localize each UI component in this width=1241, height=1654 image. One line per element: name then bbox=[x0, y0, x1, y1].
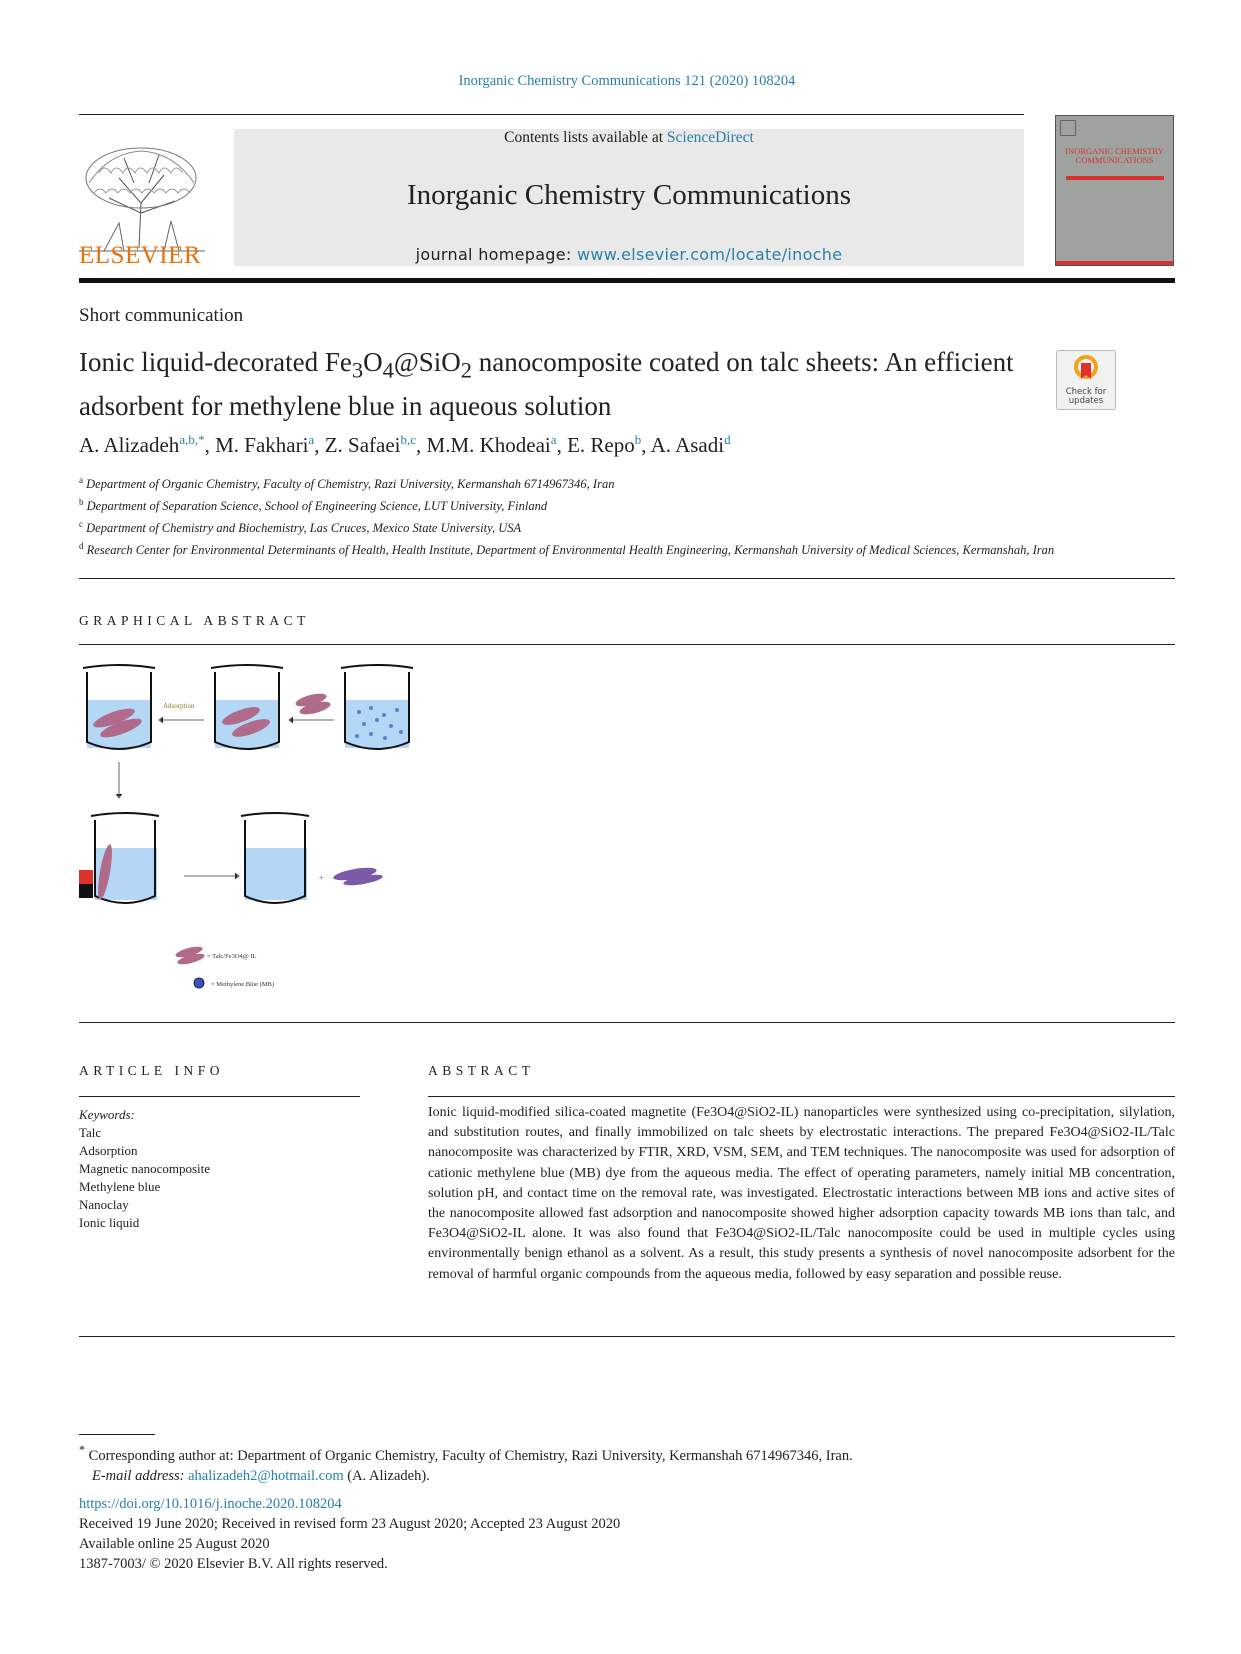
free-composite bbox=[294, 691, 331, 717]
legend-mb-icon bbox=[194, 978, 204, 988]
homepage-link[interactable]: www.elsevier.com/locate/inoche bbox=[577, 245, 843, 264]
publication-info bbox=[79, 1494, 620, 1574]
abstract-text: Ionic liquid-modified silica-coated magnetite (Fe3O4@SiO2-IL) nanoparticles were synthesized using co-precipitation, silylation, and substitution routes, and finally immobilized on talc sheets by electrostatic interactions. The prepared Fe3O4@SiO2-IL/Talc nanocomposite was characterized by FTIR, XRD, VSM, SEM, and TEM techniques. The nanocomposite was used for adsorption of cationic methylene blue (MB) dye from the aqueous media. The effect of operating parameters, namely initial MB concentration, solution pH, and contact time on the removal rate, was investigated. Electrostatic interactions between MB ions and active sites of the nanocomposite allowed fast adsorption and nanocomposite showed higher adsorption capacity towards MB ions than talc, and Fe3O4@SiO2-IL alone. It was also found that Fe3O4@SiO2-IL/Talc nanocomposite could be used in multiple cycles using environmentally benign ethanol as a solvent. As a result, this study presents a synthesis of novel nanocomposite adsorbent for the removal of harmful organic compounds from the aqueous media, followed by easy separation and possible reuse. bbox=[428, 1105, 1175, 1282]
sciencedirect-link[interactable]: ScienceDirect bbox=[666, 129, 754, 146]
author-sup[interactable]: d bbox=[724, 432, 731, 447]
affiliation bbox=[79, 493, 1079, 515]
article-info-heading: ARTICLE INFO bbox=[79, 1063, 225, 1078]
graphical-abstract-heading: GRAPHICAL ABSTRACT bbox=[79, 613, 310, 628]
article-type: Short communication bbox=[79, 305, 244, 326]
affiliation-sup: b bbox=[79, 497, 84, 508]
author-name: A. Alizadeh bbox=[79, 433, 180, 457]
author-sup[interactable]: a bbox=[550, 432, 557, 447]
beaker-5 bbox=[241, 813, 309, 903]
title-text-1: Ionic liquid-decorated Fe bbox=[79, 347, 352, 377]
affiliation bbox=[79, 537, 1079, 559]
affiliation-text: Research Center for Environmental Determinants of Health, Health Institute, Department of Environmental Health Engineering, Kermanshah University of Medical Sciences, Kermanshah, Iran bbox=[86, 543, 1055, 558]
email-line bbox=[79, 1466, 853, 1486]
title-text-3: @SiO bbox=[393, 347, 461, 377]
affiliation-text: Department of Chemistry and Biochemistry, Las Cruces, Mexico State University, USA bbox=[86, 521, 522, 536]
affiliation-text: Department of Separation Science, School of Engineering Science, LUT University, Finland bbox=[86, 499, 548, 514]
header-rule bbox=[79, 114, 1024, 115]
corresponding-line bbox=[79, 1440, 853, 1466]
keyword: Ionic liquid bbox=[79, 1215, 140, 1230]
affiliation-sup: c bbox=[79, 519, 83, 530]
plus-sign: + bbox=[319, 873, 324, 882]
journal-header-box bbox=[234, 129, 1024, 266]
author-name: M. Fakhari bbox=[215, 433, 309, 457]
homepage-prefix: journal homepage: bbox=[415, 245, 577, 264]
email-link[interactable]: ahalizadeh2@hotmail.com bbox=[188, 1467, 344, 1484]
email-label: E-mail address: bbox=[92, 1467, 189, 1484]
author[interactable] bbox=[567, 433, 641, 457]
received-dates: Received 19 June 2020; Received in revised form 23 August 2020; Accepted 23 August 2020 bbox=[79, 1516, 621, 1532]
author-name: A. Asadi bbox=[650, 433, 725, 457]
magnet-black bbox=[79, 884, 93, 898]
author[interactable] bbox=[427, 433, 557, 457]
cover-band bbox=[1066, 176, 1164, 180]
cover-bottom-band bbox=[1056, 261, 1173, 265]
keyword: Magnetic nanocomposite bbox=[79, 1161, 211, 1176]
online-date: Available online 25 August 2020 bbox=[79, 1536, 270, 1552]
article-title bbox=[79, 344, 1059, 425]
beaker-2 bbox=[211, 665, 283, 749]
author[interactable] bbox=[325, 433, 416, 457]
header-thick-rule bbox=[79, 278, 1175, 283]
keyword: Adsorption bbox=[79, 1143, 138, 1158]
check-for-updates-badge[interactable] bbox=[1056, 350, 1116, 410]
author-name: Z. Safaei bbox=[324, 433, 401, 457]
affiliation bbox=[79, 515, 1079, 537]
section-rule bbox=[79, 644, 1175, 645]
section-rule bbox=[79, 1022, 1175, 1023]
affiliations bbox=[79, 471, 1079, 560]
section-rule bbox=[79, 1336, 1175, 1337]
author-name: M.M. Khodeai bbox=[426, 433, 551, 457]
affiliation-sup: d bbox=[79, 541, 84, 552]
cover-logo-icon bbox=[1060, 120, 1076, 136]
affiliation-text: Department of Organic Chemistry, Faculty of Chemistry, Razi University, Kermanshah 6714967346, Iran bbox=[86, 477, 615, 492]
title-sub-3: 2 bbox=[460, 357, 473, 383]
affiliation-sup: a bbox=[79, 475, 83, 485]
email-suffix: (A. Alizadeh). bbox=[343, 1467, 430, 1484]
author-sup[interactable]: b,c bbox=[400, 432, 417, 447]
abstract-heading: ABSTRACT bbox=[428, 1063, 535, 1078]
article-info-rule bbox=[79, 1096, 360, 1097]
title-sub-2: 4 bbox=[382, 357, 394, 383]
author[interactable] bbox=[79, 433, 205, 457]
footnote-rule bbox=[79, 1434, 155, 1435]
magnet-red bbox=[79, 870, 93, 884]
legend-composite-label: = Talc/Fe3O4@ IL bbox=[207, 953, 257, 960]
author[interactable] bbox=[651, 433, 731, 457]
author-sup[interactable]: a bbox=[308, 432, 315, 447]
bookmark-icon bbox=[1074, 355, 1098, 385]
title-text-4: nanocomposite coated on talc sheets: An efficient adsorbent for methylene blue in aqueous solution bbox=[79, 347, 1014, 422]
keywords-list bbox=[79, 1106, 210, 1232]
cover-title: INORGANIC CHEMISTRY COMMUNICATIONS bbox=[1065, 146, 1164, 165]
journal-cover-thumbnail[interactable] bbox=[1055, 115, 1174, 266]
contents-line bbox=[234, 129, 1024, 147]
footnote-star: * bbox=[79, 1443, 86, 1457]
section-rule bbox=[79, 578, 1175, 579]
journal-reference[interactable]: Inorganic Chemistry Communications 121 (2020) 108204 bbox=[458, 73, 796, 89]
recovered-composite bbox=[332, 865, 383, 887]
corresponding-footnote bbox=[79, 1440, 853, 1486]
author-name: E. Repo bbox=[567, 433, 635, 457]
legend-mb-label: = Methylene Blue (MB) bbox=[211, 981, 275, 988]
copyright: 1387-7003/ © 2020 Elsevier B.V. All rights reserved. bbox=[79, 1556, 388, 1572]
keyword: Nanoclay bbox=[79, 1197, 129, 1212]
keyword: Talc bbox=[79, 1125, 102, 1140]
title-sub-1: 3 bbox=[351, 357, 364, 383]
corresponding-text: Corresponding author at: Department of Organic Chemistry, Faculty of Chemistry, Razi University, Kermanshah 6714967346, Iran. bbox=[88, 1447, 853, 1464]
affiliation bbox=[79, 471, 1079, 493]
doi-link[interactable]: https://doi.org/10.1016/j.inoche.2020.108204 bbox=[79, 1496, 342, 1512]
graphical-abstract-figure bbox=[79, 660, 429, 1000]
keyword: Methylene blue bbox=[79, 1179, 161, 1194]
abstract-rule bbox=[428, 1096, 1175, 1097]
homepage-line bbox=[234, 245, 1024, 264]
keywords-label: Keywords: bbox=[79, 1107, 135, 1122]
beaker-1 bbox=[83, 665, 155, 749]
author-sup[interactable]: b bbox=[634, 432, 642, 447]
beaker-3 bbox=[341, 665, 413, 749]
elsevier-wordmark: ELSEVIER bbox=[79, 242, 202, 269]
author[interactable] bbox=[215, 433, 314, 457]
author-list: A. Alizadeh$^{a,b,*}$, M. Fakhari$^a$, Z. Safaei$^{b,c}$, M.M. Khodeai$^a$, E. Repo$^b$, A. Asadi$^d$ bbox=[79, 432, 731, 457]
author-sup[interactable]: a,b,* bbox=[179, 432, 205, 447]
contents-prefix: Contents lists available at bbox=[504, 129, 667, 146]
legend-composite-icon bbox=[174, 945, 205, 967]
check-badge-text: Check for updates bbox=[1065, 387, 1107, 406]
adsorption-label: Adsorption bbox=[163, 702, 195, 710]
journal-title: Inorganic Chemistry Communications bbox=[406, 179, 852, 211]
title-text-2: O bbox=[363, 347, 383, 377]
